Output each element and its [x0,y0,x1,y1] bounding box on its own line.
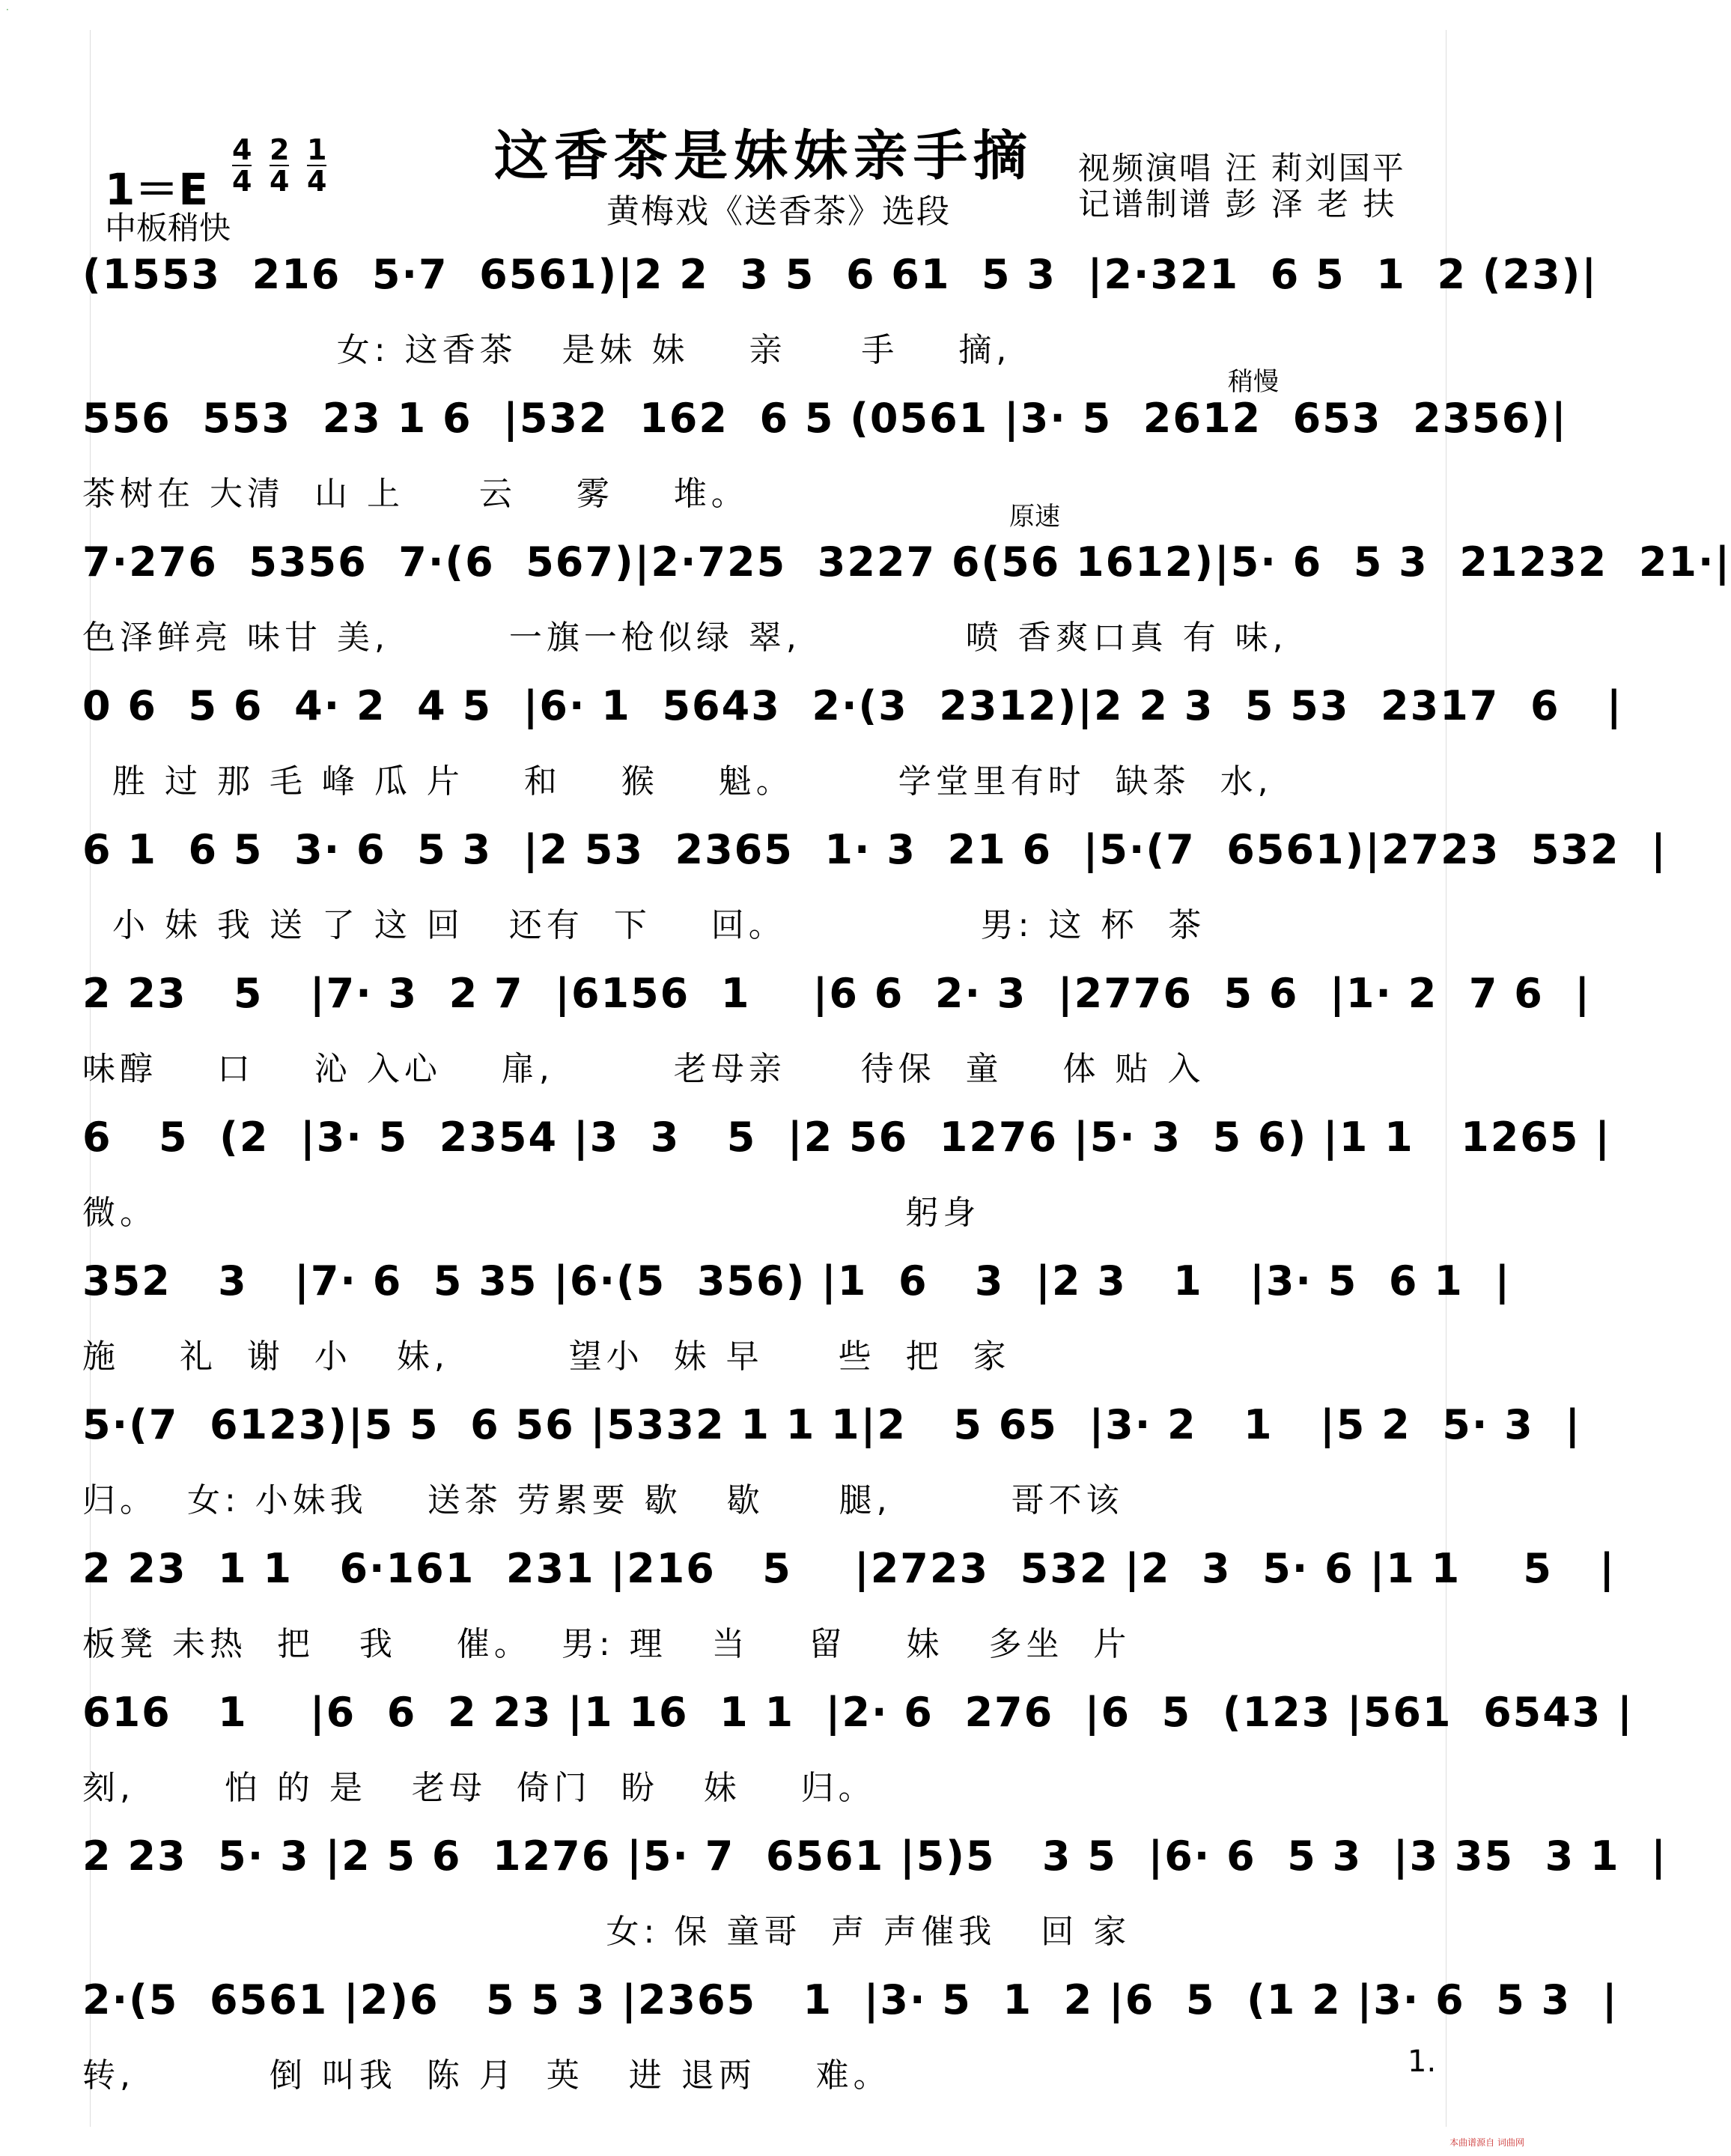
notation-row: 2·(5 6561 |2)6 5 5 3 |2365 1 |3· 5 1 2 |6 5 (1 2 |3· 6 5 3 | [82,1976,1619,2023]
notation-row: 2 23 1 1 6·161 231 |216 5 |2723 532 |2 3 5· 6 |1 1 5 | [82,1545,1616,1592]
notation-row: (1553 216 5·7 6561)|2 2 3 5 6 61 5 3 |2·321 6 5 1 2 (23)| [82,251,1598,298]
source-tag: · [6,4,9,15]
notation-row: 7·276 5356 7·(6 567)|2·725 3227 6(56 1612)|5· 6 5 3 21232 21·| [82,538,1731,586]
lyrics-row: 施 礼 谢 小 妹, 望小 妹 早 些 把 家 [82,1337,1011,1376]
performer-credit: 视频演唱 汪 莉刘国平 [1078,150,1406,186]
key-signature: 1＝E [105,164,208,215]
notation-row: 616 1 |6 6 2 23 |1 16 1 1 |2· 6 276 |6 5 (123 |561 6543 | [82,1689,1634,1736]
time-signature-2-4: 2 4 [270,133,290,198]
song-subtitle: 黄梅戏《送香茶》选段 [606,192,951,231]
transcriber-credit: 记谱制谱 彭 泽 老 扶 [1078,186,1397,222]
lyrics-row: 转, 倒 叫我 陈 月 英 进 退两 难。 [82,2056,891,2095]
notation-row: 0 6 5 6 4· 2 4 5 |6· 1 5643 2·(3 2312)|2 2 3 5 53 2317 6 | [82,682,1623,729]
notation-row: 6 5 (2 |3· 5 2354 |3 3 5 |2 56 1276 |5· 3 5 6) |1 1 1265 | [82,1114,1611,1161]
resume-annotation: 原速 [1009,502,1060,532]
lyrics-row: 味醇 口 沁 入心 扉, 老母亲 待保 童 体 贴 入 [82,1050,1205,1088]
notation-row: 6 1 6 5 3· 6 5 3 |2 53 2365 1· 3 21 6 |5·(7 6561)|2723 532 | [82,826,1667,873]
song-title: 这香茶是妹妹亲手摘 [494,124,1034,187]
lyrics-row: 归。 女: 小妹我 送茶 劳累要 歇 歇 腿, 哥不该 [82,1481,1124,1519]
lyrics-row: 刻, 怕 的 是 老母 倚门 盼 妹 归。 [82,1769,876,1807]
lyrics-row: 小 妹 我 送 了 这 回 还有 下 回。 男: 这 杯 茶 [82,906,1206,944]
lyrics-row: 茶树在 大清 山 上 云 雾 堆。 [82,475,749,513]
tempo-marking: 中板稍快 [105,210,231,246]
notation-row: 556 553 23 1 6 |532 162 6 5 (0561 |3· 5 2612 653 2356)| [82,395,1568,442]
notation-row: 5·(7 6123)|5 5 6 56 |5332 1 1 1|2 5 65 |3· 2 1 |5 2 5· 3 | [82,1401,1582,1448]
page-number: 1. [1408,2044,1437,2079]
notation-row: 2 23 5· 3 |2 5 6 1276 |5· 7 6561 |5)5 3 5 |6· 6 5 3 |3 35 3 1 | [82,1832,1667,1880]
notation-row: 2 23 5 |7· 3 2 7 |6156 1 |6 6 2· 3 |2776 5 6 |1· 2 7 6 | [82,970,1592,1017]
lyrics-row: 女: 保 童哥 声 声催我 回 家 [82,1913,1131,1951]
lyrics-row: 女: 这香茶 是妹 妹 亲 手 摘, [82,331,1011,369]
footer-watermark: 本曲谱源自 词曲网 [1449,2137,1524,2148]
time-signature-4-4: 4 4 [232,133,252,198]
lyrics-row: 板凳 未热 把 我 催。 男: 理 当 留 妹 多坐 片 [82,1625,1131,1663]
lyrics-row: 微。 躬身 [82,1194,981,1232]
lyrics-row: 胜 过 那 毛 峰 瓜 片 和 猴 魁。 学堂里有时 缺茶 水, [82,762,1273,801]
notation-row: 352 3 |7· 6 5 35 |6·(5 356) |1 6 3 |2 3 1 |3· 5 6 1 | [82,1257,1512,1305]
lyrics-row: 色泽鲜亮 味甘 美, 一旗一枪似绿 翠, 喷 香爽口真 有 味, [82,619,1288,657]
time-signature-1-4: 1 4 [307,133,327,198]
slow-annotation: 稍慢 [1228,367,1279,397]
